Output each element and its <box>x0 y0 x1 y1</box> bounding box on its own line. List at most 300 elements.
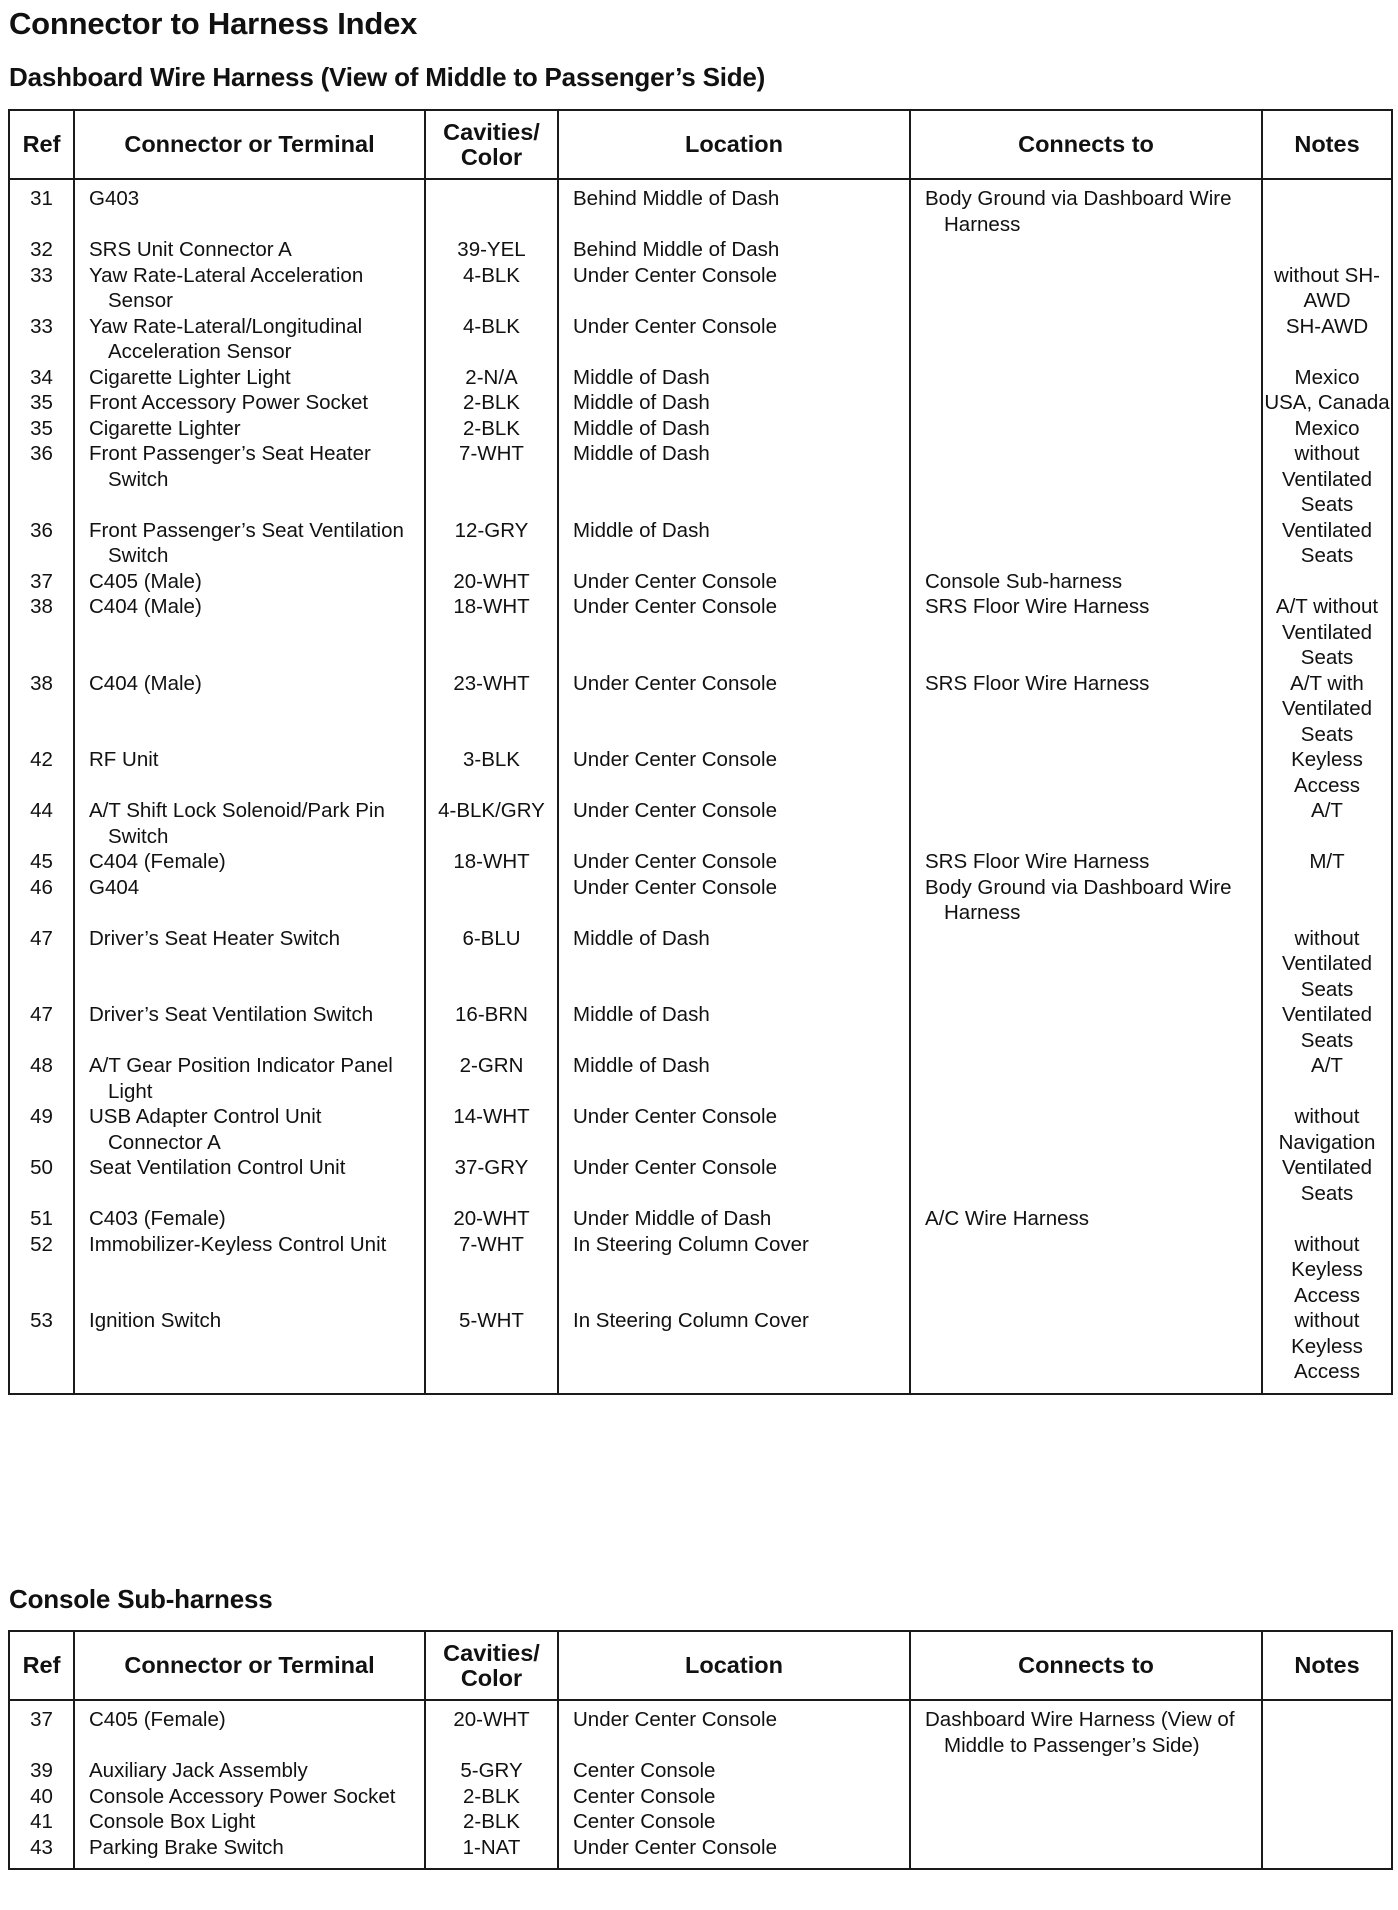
ref-cell-text: 41 <box>30 1810 53 1833</box>
connector-cell-text: G404 <box>89 875 140 899</box>
cavities-cell <box>425 926 558 1003</box>
connects-to-cell <box>910 1155 1262 1206</box>
cavities-cell <box>425 518 558 569</box>
cavities-cell-text: 3-BLK <box>463 748 520 771</box>
notes-cell <box>1262 1809 1392 1835</box>
connects-to-cell <box>910 671 1262 748</box>
ref-cell-text: 51 <box>30 1207 53 1230</box>
cavities-cell <box>425 849 558 875</box>
ref-cell <box>9 390 74 416</box>
location-cell-text: Center Console <box>573 1784 716 1808</box>
ref-cell-text: 33 <box>30 263 53 287</box>
notes-cell <box>1262 365 1392 391</box>
notes-cell <box>1262 441 1392 518</box>
connector-cell <box>74 518 425 569</box>
table-row <box>9 747 1392 798</box>
ref-cell <box>9 849 74 875</box>
location-cell <box>558 849 910 875</box>
location-cell <box>558 747 910 798</box>
notes-cell <box>1262 926 1392 1003</box>
ref-cell <box>9 1700 74 1758</box>
connector-cell <box>74 365 425 391</box>
ref-cell <box>9 1784 74 1810</box>
notes-cell-text: A/T with Ventilated Seats <box>1281 671 1373 746</box>
connects-to-cell <box>910 518 1262 569</box>
dashboard-table-body <box>9 179 1392 1394</box>
location-cell <box>558 1700 910 1758</box>
notes-cell-text: without SH-AWD <box>1274 263 1380 312</box>
location-cell-text: Under Center Console <box>573 850 777 873</box>
ref-cell-text: 39 <box>30 1759 53 1782</box>
cavities-cell-text: 4-BLK <box>463 314 520 338</box>
ref-cell <box>9 1155 74 1206</box>
header-connects-to: Connects to <box>910 1631 1262 1700</box>
location-cell <box>558 1758 910 1784</box>
connector-cell <box>74 263 425 314</box>
connector-cell-text: Yaw Rate-Lateral Acceleration Sensor <box>89 263 364 312</box>
connector-cell <box>74 1700 425 1758</box>
ref-cell <box>9 1232 74 1309</box>
cavities-cell <box>425 1232 558 1309</box>
header-ref: Ref <box>9 110 74 179</box>
cavities-cell <box>425 1784 558 1810</box>
cavities-cell <box>425 1308 558 1394</box>
table-header-row <box>9 1631 1392 1700</box>
ref-cell <box>9 926 74 1003</box>
notes-cell <box>1262 518 1392 569</box>
cavities-cell-text: 18-WHT <box>453 850 530 873</box>
connector-cell <box>74 747 425 798</box>
cavities-cell <box>425 1104 558 1155</box>
table-row <box>9 1784 1392 1810</box>
ref-cell <box>9 1835 74 1870</box>
table-row <box>9 237 1392 263</box>
ref-cell-text: 48 <box>30 1054 53 1077</box>
notes-cell <box>1262 1758 1392 1784</box>
ref-cell-text: 42 <box>30 748 53 771</box>
connector-cell-text: Seat Ventilation Control Unit <box>89 1156 346 1179</box>
connector-cell-text: G403 <box>89 187 140 210</box>
table-row <box>9 1758 1392 1784</box>
connector-cell <box>74 416 425 442</box>
cavities-cell-text: 2-N/A <box>465 365 518 389</box>
location-cell <box>558 416 910 442</box>
connects-to-cell <box>910 390 1262 416</box>
connector-cell <box>74 179 425 237</box>
location-cell <box>558 365 910 391</box>
connects-to-cell <box>910 263 1262 314</box>
notes-cell-text: Mexico <box>1294 416 1360 440</box>
location-cell-text: Under Center Console <box>573 1156 777 1179</box>
cavities-cell-text: 2-BLK <box>463 416 520 440</box>
ref-cell-text: 49 <box>30 1105 53 1128</box>
cavities-cell-text: 20-WHT <box>453 1708 530 1731</box>
connects-to-cell <box>910 747 1262 798</box>
location-cell-text: Under Center Console <box>573 671 777 695</box>
cavities-cell <box>425 1053 558 1104</box>
location-cell <box>558 1232 910 1309</box>
table-row <box>9 263 1392 314</box>
connects-to-cell <box>910 1700 1262 1758</box>
cavities-cell-text: 39-YEL <box>457 238 526 261</box>
location-cell-text: Center Console <box>573 1810 716 1833</box>
cavities-cell-text: 2-BLK <box>463 1784 520 1808</box>
ref-cell <box>9 518 74 569</box>
cavities-cell <box>425 365 558 391</box>
connector-cell-text: A/T Gear Position Indicator Panel Light <box>89 1054 393 1103</box>
connector-cell-text: Auxiliary Jack Assembly <box>89 1759 308 1782</box>
location-cell <box>558 671 910 748</box>
ref-cell-text: 35 <box>30 416 53 440</box>
location-cell <box>558 1155 910 1206</box>
header-notes: Notes <box>1262 1631 1392 1700</box>
console-harness-table <box>8 1630 1393 1870</box>
notes-cell <box>1262 671 1392 748</box>
connector-cell-text: Driver’s Seat Ventilation Switch <box>89 1003 374 1026</box>
location-cell <box>558 1784 910 1810</box>
notes-cell-text: without Keyless Access <box>1291 1232 1363 1307</box>
ref-cell <box>9 594 74 671</box>
connector-cell-text: SRS Unit Connector A <box>89 238 292 261</box>
location-cell-text: In Steering Column Cover <box>573 1232 809 1256</box>
table-row <box>9 179 1392 237</box>
location-cell <box>558 875 910 926</box>
location-cell <box>558 1835 910 1870</box>
cavities-cell <box>425 1206 558 1232</box>
location-cell <box>558 1206 910 1232</box>
table-row <box>9 518 1392 569</box>
dashboard-harness-table <box>8 109 1393 1395</box>
connects-to-cell <box>910 1053 1262 1104</box>
notes-cell <box>1262 314 1392 365</box>
ref-cell-text: 36 <box>30 442 53 465</box>
connector-cell-text: Console Box Light <box>89 1810 256 1833</box>
notes-cell <box>1262 1784 1392 1810</box>
table-row <box>9 365 1392 391</box>
notes-cell <box>1262 1700 1392 1758</box>
cavities-cell <box>425 237 558 263</box>
connects-to-cell <box>910 237 1262 263</box>
connector-cell-text: Console Accessory Power Socket <box>89 1784 396 1808</box>
ref-cell-text: 32 <box>30 238 53 261</box>
ref-cell <box>9 179 74 237</box>
ref-cell <box>9 671 74 748</box>
location-cell <box>558 569 910 595</box>
table-row <box>9 1104 1392 1155</box>
ref-cell-text: 50 <box>30 1156 53 1179</box>
ref-cell-text: 31 <box>30 187 53 210</box>
location-cell-text: Under Center Console <box>573 1105 777 1128</box>
cavities-cell <box>425 263 558 314</box>
header-cavities <box>425 110 558 179</box>
ref-cell-text: 47 <box>30 926 53 950</box>
cavities-cell-text: 20-WHT <box>453 1207 530 1230</box>
cavities-cell-text: 12-GRY <box>454 518 529 542</box>
ref-cell-text: 36 <box>30 518 53 542</box>
connector-cell <box>74 1206 425 1232</box>
connects-to-cell <box>910 1758 1262 1784</box>
ref-cell <box>9 441 74 518</box>
notes-cell-text: without Ventilated Seats <box>1281 926 1373 1001</box>
connector-cell-text: RF Unit <box>89 748 159 771</box>
cavities-cell <box>425 314 558 365</box>
connector-cell <box>74 1002 425 1053</box>
ref-cell <box>9 416 74 442</box>
location-cell-text: Under Center Console <box>573 314 777 338</box>
notes-cell-text: without Navigation <box>1278 1105 1376 1154</box>
connector-cell-text: Yaw Rate-Lateral/Longitudinal Acceleration Sensor <box>89 314 363 363</box>
cavities-cell-text: 18-WHT <box>453 595 530 618</box>
location-cell-text: Middle of Dash <box>573 1054 710 1077</box>
ref-cell <box>9 237 74 263</box>
location-cell <box>558 441 910 518</box>
cavities-cell <box>425 416 558 442</box>
location-cell-text: Under Middle of Dash <box>573 1207 772 1230</box>
location-cell-text: In Steering Column Cover <box>573 1309 809 1332</box>
notes-cell <box>1262 179 1392 237</box>
location-cell <box>558 263 910 314</box>
connects-to-cell <box>910 1002 1262 1053</box>
cavities-cell <box>425 747 558 798</box>
notes-cell-text: M/T <box>1309 850 1345 873</box>
connects-to-cell <box>910 365 1262 391</box>
notes-cell-text: A/T <box>1311 799 1343 822</box>
ref-cell-text: 37 <box>30 569 53 593</box>
notes-cell-text: Ventilated Seats <box>1281 1156 1373 1205</box>
cavities-cell <box>425 1155 558 1206</box>
header-location: Location <box>558 110 910 179</box>
table-row <box>9 671 1392 748</box>
connector-cell-text: Front Passenger’s Seat Ventilation Switch <box>89 518 404 567</box>
connector-cell <box>74 1104 425 1155</box>
location-cell-text: Under Center Console <box>573 799 777 822</box>
cavities-cell <box>425 441 558 518</box>
connector-cell <box>74 314 425 365</box>
location-cell <box>558 179 910 237</box>
connects-to-cell <box>910 1104 1262 1155</box>
connector-cell-text: C404 (Male) <box>89 671 202 695</box>
location-cell-text: Under Center Console <box>573 875 777 899</box>
notes-cell <box>1262 1206 1392 1232</box>
connects-to-cell <box>910 926 1262 1003</box>
connects-to-cell <box>910 1308 1262 1394</box>
console-table-body <box>9 1700 1392 1869</box>
connector-cell-text: Front Passenger’s Seat Heater Switch <box>89 442 371 491</box>
connects-to-cell-text: SRS Floor Wire Harness <box>925 595 1150 618</box>
connector-cell-text: Immobilizer-Keyless Control Unit <box>89 1232 387 1256</box>
table-row <box>9 390 1392 416</box>
connects-to-cell-text: Console Sub-harness <box>925 569 1123 593</box>
connector-cell <box>74 1308 425 1394</box>
notes-cell-text: without Keyless Access <box>1291 1309 1363 1383</box>
ref-cell <box>9 875 74 926</box>
table-row <box>9 1155 1392 1206</box>
location-cell-text: Under Center Console <box>573 748 777 771</box>
ref-cell <box>9 314 74 365</box>
header-cavities-line1: Cavities/ <box>443 1639 540 1666</box>
ref-cell-text: 52 <box>30 1232 53 1256</box>
table-row <box>9 926 1392 1003</box>
header-notes: Notes <box>1262 110 1392 179</box>
location-cell <box>558 926 910 1003</box>
notes-cell <box>1262 875 1392 926</box>
cavities-cell-text: 1-NAT <box>462 1835 521 1859</box>
header-location: Location <box>558 1631 910 1700</box>
connects-to-cell-text: Dashboard Wire Harness (View of Middle to Passenger’s Side) <box>925 1708 1235 1757</box>
notes-cell-text: A/T without Ventilated Seats <box>1275 595 1379 669</box>
location-cell-text: Center Console <box>573 1759 716 1782</box>
cavities-cell-text: 2-BLK <box>463 1810 520 1833</box>
connector-cell-text: Cigarette Lighter Light <box>89 365 291 389</box>
location-cell-text: Middle of Dash <box>573 518 710 542</box>
cavities-cell <box>425 179 558 237</box>
notes-cell-text: A/T <box>1311 1054 1343 1077</box>
connects-to-cell <box>910 416 1262 442</box>
connector-cell-text: Driver’s Seat Heater Switch <box>89 926 341 950</box>
notes-cell-text: Keyless Access <box>1291 748 1363 797</box>
cavities-cell <box>425 1809 558 1835</box>
notes-cell <box>1262 416 1392 442</box>
cavities-cell-text: 5-WHT <box>459 1309 524 1332</box>
notes-cell-text: Ventilated Seats <box>1281 1003 1373 1052</box>
connects-to-cell <box>910 875 1262 926</box>
header-cavities-line1: Cavities/ <box>443 118 540 145</box>
connector-cell <box>74 441 425 518</box>
location-cell <box>558 390 910 416</box>
table-row <box>9 314 1392 365</box>
cavities-cell-text: 2-GRN <box>459 1054 524 1077</box>
connects-to-cell <box>910 594 1262 671</box>
table-row <box>9 441 1392 518</box>
connects-to-cell-text: A/C Wire Harness <box>925 1207 1090 1230</box>
ref-cell-text: 43 <box>30 1835 53 1859</box>
connects-to-cell <box>910 441 1262 518</box>
connector-cell <box>74 926 425 1003</box>
connects-to-cell-text: SRS Floor Wire Harness <box>925 850 1150 873</box>
notes-cell <box>1262 1104 1392 1155</box>
ref-cell <box>9 569 74 595</box>
notes-cell <box>1262 1835 1392 1870</box>
header-cavities-line2: Color <box>460 1664 523 1691</box>
cavities-cell <box>425 1700 558 1758</box>
cavities-cell <box>425 1835 558 1870</box>
connects-to-cell <box>910 849 1262 875</box>
ref-cell <box>9 1053 74 1104</box>
ref-cell-text: 46 <box>30 875 53 899</box>
cavities-cell-text: 20-WHT <box>453 569 530 593</box>
connects-to-cell-text: Body Ground via Dashboard Wire Harness <box>925 875 1232 924</box>
location-cell-text: Behind Middle of Dash <box>573 238 780 261</box>
header-connector: Connector or Terminal <box>74 110 425 179</box>
connects-to-cell <box>910 179 1262 237</box>
location-cell <box>558 1053 910 1104</box>
cavities-cell-text: 4-BLK <box>463 263 520 287</box>
table-row <box>9 569 1392 595</box>
connector-cell-text: Front Accessory Power Socket <box>89 391 369 414</box>
ref-cell-text: 34 <box>30 365 53 389</box>
ref-cell <box>9 365 74 391</box>
connector-cell <box>74 671 425 748</box>
ref-cell-text: 40 <box>30 1784 53 1808</box>
dashboard-section-title: Dashboard Wire Harness (View of Middle to Passenger’s Side) <box>9 62 766 92</box>
connects-to-cell <box>910 1809 1262 1835</box>
ref-cell-text: 38 <box>30 595 53 618</box>
connector-cell <box>74 237 425 263</box>
connector-cell-text: C404 (Male) <box>89 595 202 618</box>
connector-cell <box>74 1232 425 1309</box>
location-cell <box>558 314 910 365</box>
header-connector: Connector or Terminal <box>74 1631 425 1700</box>
header-connects-to: Connects to <box>910 110 1262 179</box>
table-row <box>9 1232 1392 1309</box>
location-cell-text: Under Center Console <box>573 595 777 618</box>
location-cell-text: Middle of Dash <box>573 1003 710 1026</box>
table-row <box>9 416 1392 442</box>
notes-cell-text: Mexico <box>1294 365 1360 389</box>
connector-cell <box>74 1155 425 1206</box>
notes-cell <box>1262 390 1392 416</box>
cavities-cell-text: 37-GRY <box>454 1156 529 1179</box>
connector-cell <box>74 1784 425 1810</box>
cavities-cell <box>425 875 558 926</box>
connector-cell-text: C403 (Female) <box>89 1207 226 1230</box>
location-cell-text: Under Center Console <box>573 569 777 593</box>
table-row <box>9 1835 1392 1870</box>
cavities-cell <box>425 1758 558 1784</box>
ref-cell <box>9 1758 74 1784</box>
location-cell-text: Middle of Dash <box>573 442 710 465</box>
ref-cell-text: 37 <box>30 1708 53 1731</box>
connects-to-cell <box>910 1206 1262 1232</box>
location-cell-text: Middle of Dash <box>573 365 710 389</box>
location-cell <box>558 1002 910 1053</box>
page-title: Connector to Harness Index <box>9 6 418 41</box>
table-row <box>9 875 1392 926</box>
table-row <box>9 1700 1392 1758</box>
cavities-cell-text: 7-WHT <box>459 1232 524 1256</box>
connector-cell-text: Ignition Switch <box>89 1309 222 1332</box>
ref-cell-text: 45 <box>30 850 53 873</box>
notes-cell <box>1262 263 1392 314</box>
table-row <box>9 1809 1392 1835</box>
connector-cell-text: C405 (Male) <box>89 569 202 593</box>
ref-cell <box>9 1104 74 1155</box>
connector-cell <box>74 594 425 671</box>
location-cell-text: Under Center Console <box>573 263 777 287</box>
connects-to-cell <box>910 569 1262 595</box>
notes-cell-text: SH-AWD <box>1285 314 1369 338</box>
notes-cell <box>1262 1155 1392 1206</box>
cavities-cell-text: 16-BRN <box>455 1003 528 1026</box>
connector-cell <box>74 849 425 875</box>
location-cell-text: Middle of Dash <box>573 926 710 950</box>
notes-cell <box>1262 237 1392 263</box>
header-cavities-line2: Color <box>460 143 523 170</box>
location-cell <box>558 1308 910 1394</box>
connector-cell-text: Cigarette Lighter <box>89 416 241 440</box>
table-row <box>9 1206 1392 1232</box>
ref-cell-text: 47 <box>30 1003 53 1026</box>
cavities-cell-text: 4-BLK/GRY <box>438 799 545 822</box>
cavities-cell-text: 23-WHT <box>453 671 530 695</box>
connector-cell <box>74 1758 425 1784</box>
notes-cell <box>1262 1232 1392 1309</box>
connector-cell-text: A/T Shift Lock Solenoid/Park Pin Switch <box>89 799 385 848</box>
location-cell-text: Under Center Console <box>573 1835 777 1859</box>
cavities-cell-text: 14-WHT <box>453 1105 530 1128</box>
location-cell-text: Middle of Dash <box>573 391 710 414</box>
cavities-cell-text: 7-WHT <box>459 442 524 465</box>
